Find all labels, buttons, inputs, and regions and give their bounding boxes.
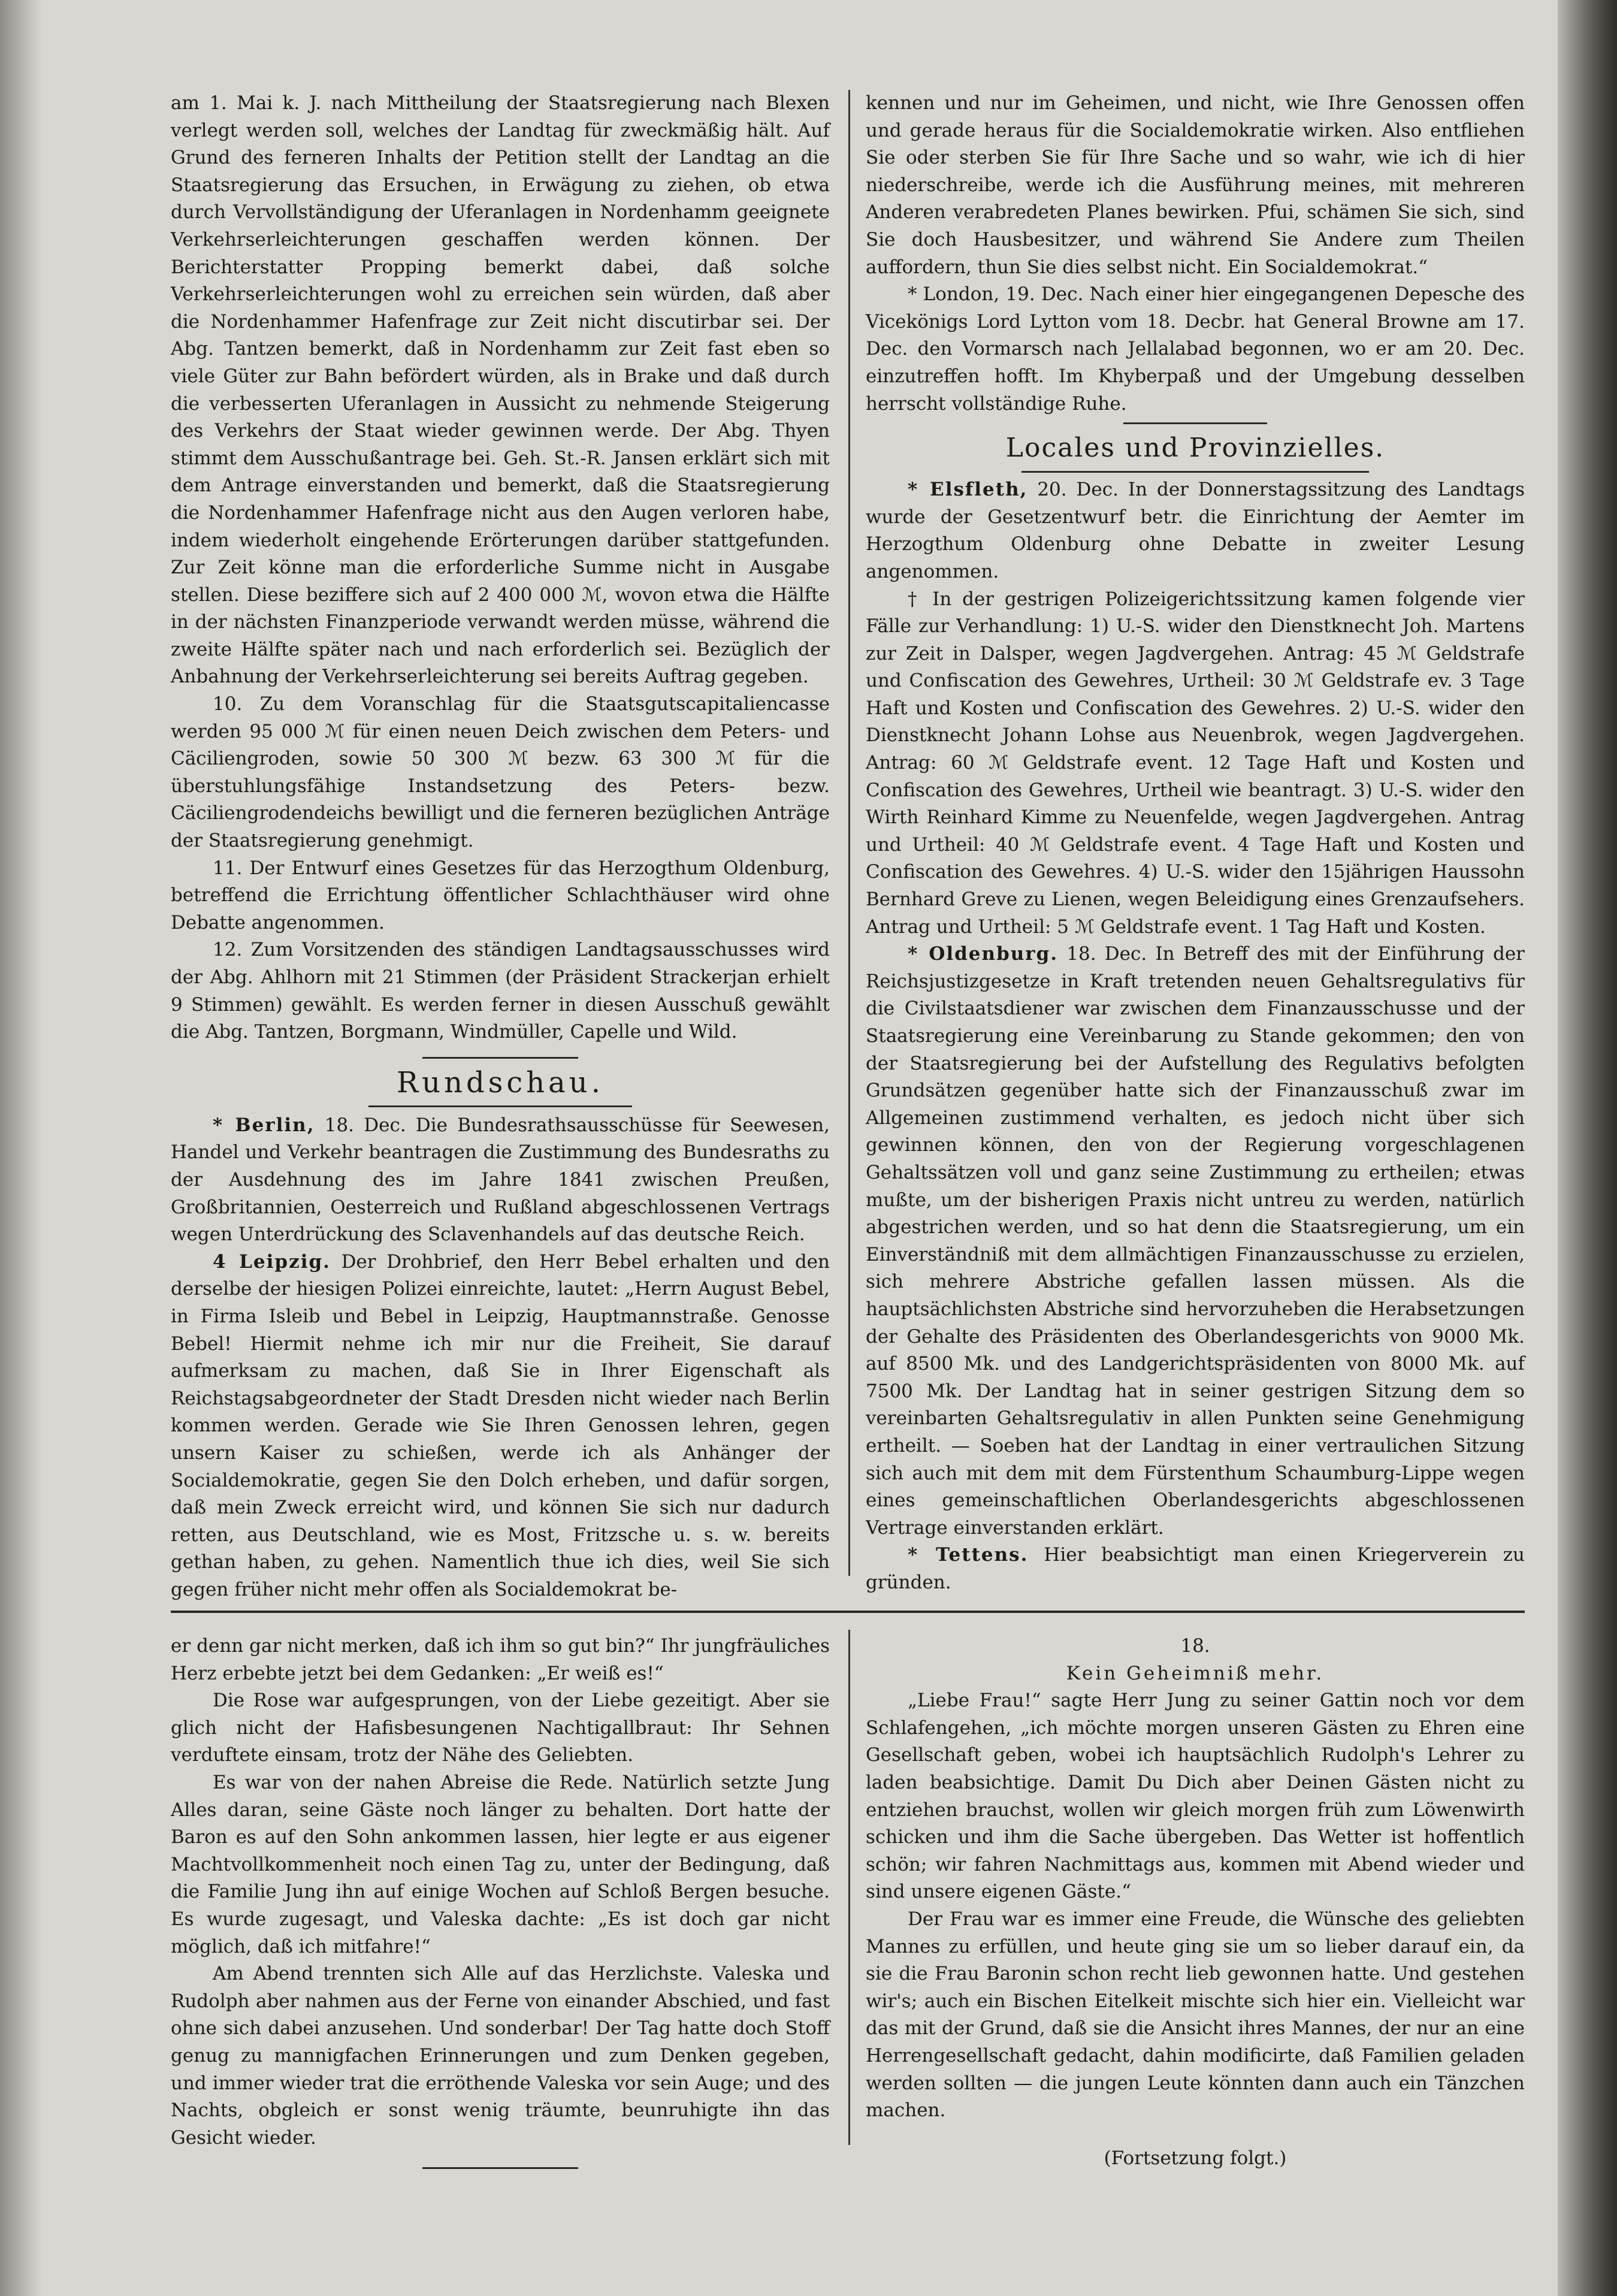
locales-heading: Locales und Provinzielles.	[1005, 433, 1385, 464]
section-divider-right	[1123, 422, 1267, 424]
page-edge	[1558, 0, 1617, 2296]
news-berlin	[171, 1112, 830, 1249]
column-top-left	[171, 90, 830, 1600]
feuilleton-separator	[171, 1611, 1525, 1613]
landtag-item-11: 11. Der Entwurf eines Gesetzes für das Herzogthum Oldenburg, betreffend die Errichtung öffentlicher Schlachthäuser wird ohne Debatte angenommen.	[171, 857, 830, 933]
feuilleton-left-p1: er denn gar nicht merken, daß ich ihm so gut bin?“ Ihr jungfräuliches Herz erbebte jetzt bei dem Gedanken: „Er weiß es!“	[171, 1635, 830, 1684]
news-elsfleth-text: 20. Dec. In der Donnerstagssitzung des Landtags wurde der Gesetzentwurf betr. die Einrichtung der Aemter im Herzogthum Oldenburg ohne Debatte in zweiter Lesung angenommen.	[866, 479, 1525, 582]
column-divider-bottom	[848, 1630, 850, 2145]
landtag-report-paragraph: am 1. Mai k. J. nach Mittheilung der Staatsregierung nach Blexen verlegt werden soll, welches der Landtag für zweckmäßig hält. Auf Grund des ferneren Inhalts der Petition stellt der Landtag an die Staatsregierung das Ersuchen, in Erwägung zu ziehen, ob etwa durch Vervollständigung der Uferanlagen in Nordenhamm geeignete Verkehrserleichterungen geschaffen werden können. Der Berichterstatter Propping bemerkt dabei, daß solche Verkehrserleichterungen wohl zu erreichen sein würden, daß aber die Nordenhammer Hafenfrage zur Zeit nicht discutirbar sei. Der Abg. Tantzen bemerkt, daß in Nordenhamm zur Zeit fast eben so viele Güter zur Bahn befördert würden, als in Brake und daß durch die verbesserten Uferanlagen in Aussicht zu nehmende Steigerung des Verkehrs der Staat wieder gewinnen werde. Der Abg. Thyen stimmt dem Ausschußantrage bei. Geh. St.-R. Jansen erklärt sich mit dem Antrage einverstanden und bemerkt, daß die Staatsregierung die Nordenhammer Hafenfrage nicht aus den Augen verloren habe, indem wiederholt eingehende Erörterungen darüber stattgefunden. Zur Zeit könne man die erforderliche Summe nicht in Ausgabe stellen. Diese beziffere sich auf 2 400 000 ℳ, wovon etwa die Hälfte in der nächsten Finanzperiode verwandt werden müsse, während die zweite Hälfte später nach und nach erforderlich sei. Bezüglich der Anbahnung der Verkehrserleichterung sei bereits Auftrag gegeben.	[171, 92, 830, 688]
chapter-title: Kein Geheimniß mehr.	[1066, 1662, 1325, 1684]
continuation-note: (Fortsetzung folgt.)	[1104, 2147, 1287, 2169]
feuilleton-right-p2: Der Frau war es immer eine Freude, die Wünsche des geliebten Mannes zu erfüllen, und heute ging sie um so lieber darauf ein, da sie die Frau Baronin schon recht lieb gewonnen hatte. Und gestehen wir's; auch ein Bischen Eitelkeit mischte sich hier ein. Vielleicht war das mit der Grund, daß sie die Ansicht ihres Mannes, der nur an eine Herrengesellschaft gedacht, dahin modificirte, daß Familien geladen werden sollten — die jungen Leute könnten dann auch ein Tänzchen machen.	[866, 1908, 1525, 2122]
landtag-item-10: 10. Zu dem Voranschlag für die Staatsgutscapitaliencasse werden 95 000 ℳ für einen neuen Deich zwischen dem Peters- und Cäciliengroden, sowie 50 300 ℳ bezw. 63 300 ℳ für die überstuhlungsfähige Instandsetzung des Peters- bezw. Cäciliengrodendeichs bewilligt und die ferneren bezüglichen Anträge der Staatsregierung genehmigt.	[171, 693, 830, 852]
section-divider	[422, 1057, 578, 1059]
rundschau-heading: Rundschau.	[397, 1065, 604, 1099]
dateline-leipzig: 4 Leipzig.	[213, 1250, 331, 1273]
binding-shadow	[0, 0, 42, 2296]
rundschau-heading-underline	[368, 1105, 632, 1107]
news-london: * London, 19. Dec. Nach einer hier eingegangenen Depesche des Vicekönigs Lord Lytton vom 18. Decbr. hat General Browne am 17. Dec. den Vormarsch nach Jellalabad begonnen, wo er am 20. Dec. einzutreffen hofft. Im Khyberpaß und der Umgebung desselben herrscht vollständige Ruhe.	[866, 283, 1525, 415]
chapter-number: 18.	[1180, 1635, 1210, 1657]
news-leipzig-text: Der Drohbrief, den Herr Bebel erhalten und den derselbe der hiesigen Polizei einreichte, lautet: „Herrn August Bebel, in Firma Isleib und Bebel in Leipzig, Hauptmannstraße. Genosse Bebel! Hiermit nehme ich mir nur die Freiheit, Sie darauf aufmerksam zu machen, daß Sie in Ihrer Eigenschaft als Reichstagsabgeordneter der Stadt Dresden nicht wieder nach Berlin kommen werden. Gerade wie Sie Ihren Genossen lehren, gegen unsern Kaiser zu schießen, werde ich als Anhänger der Socialdemokratie, gegen Sie den Dolch erheben, und dafür sorgen, daß mein Zweck erreicht wird, und können Sie sich nur dadurch retten, aus Deutschland, wie es Most, Fritzsche u. s. w. bereits gethan haben, zu gehen. Namentlich thue ich dies, weil Sie sich gegen früher nicht mehr offen als Socialdemokrat be-	[171, 1250, 830, 1600]
news-polizeigericht: † In der gestrigen Polizeigerichtssitzung kamen folgende vier Fälle zur Verhandlung: 1) U.-S. wider den Dienstknecht Joh. Martens zur Zeit in Dalsper, wegen Jagdvergehen. Antrag: 45 ℳ Geldstrafe und Confiscation des Gewehres, Urtheil: 30 ℳ Geldstrafe ev. 3 Tage Haft und Kosten und Confiscation des Gewehres. 2) U.-S. wider den Dienstknecht Johann Lohse aus Neuenbrok, wegen Jagdvergehen. Antrag: 60 ℳ Geldstrafe event. 12 Tage Haft und Kosten und Confiscation des Gewehres, Urtheil wie beantragt. 3) U.-S. wider den Wirth Reinhard Kimme zu Neuenfelde, wegen Jagdvergehen. Antrag und Urtheil: 40 ℳ Geldstrafe event. 4 Tage Haft und Kosten und Confiscation des Gewehres. 4) U.-S. wider den 15jährigen Haussohn Bernhard Greve zu Lienen, wegen Beleidigung eines Grenzaufsehers. Antrag und Urtheil: 5 ℳ Geldstrafe event. 1 Tag Haft und Kosten.	[866, 588, 1525, 938]
feuilleton-column-right	[866, 1633, 1525, 2169]
dateline-berlin: * Berlin,	[213, 1114, 315, 1136]
landtag-item-12: 12. Zum Vorsitzenden des ständigen Landtagsausschusses wird der Abg. Ahlhorn mit 21 Stimmen (der Präsident Strackerjan erhielt 9 Stimmen) gewählt. Es werden ferner in diesen Ausschuß gewählt die Abg. Tantzen, Borgmann, Windmüller, Capelle und Wild.	[171, 939, 830, 1043]
feuilleton-left-p3: Es war von der nahen Abreise die Rede. Natürlich setzte Jung Alles daran, seine Gäste noch länger zu behalten. Dort hatte der Baron es auf den Sohn ankommen lassen, hier legte er aus eigener Machtvollkommenheit noch einen Tag zu, unter der Bedingung, daß die Familie Jung ihn auf einige Wochen auf Schloß Bergen besuche. Es wurde zugesagt, und Valeska dachte: „Es ist doch gar nicht möglich, daß ich mitfahre!“	[171, 1771, 830, 1957]
news-elsfleth	[866, 476, 1525, 585]
news-tettens-text: Hier beabsichtigt man einen Kriegerverein zu gründen.	[866, 1544, 1525, 1593]
news-oldenburg	[866, 941, 1525, 1542]
dateline-tettens: * Tettens.	[908, 1544, 1029, 1566]
feuilleton-right-p1: „Liebe Frau!“ sagte Herr Jung zu seiner Gattin noch vor dem Schlafengehen, „ich möchte morgen unseren Gästen zu Ehren eine Gesellschaft geben, wobei ich hauptsächlich Rudolph's Lehrer zu laden beabsichtige. Damit Du Dich aber Deinen Gästen nicht zu entziehen brauchst, wollen wir gleich morgen früh zum Löwenwirth schicken und ihm die Sache übergeben. Das Wetter ist hoffentlich schön; wir fahren Nachmittags aus, kommen mit Abend wieder und sind unsere eigenen Gäste.“	[866, 1690, 1525, 1903]
feuilleton-left-p2: Die Rose war aufgesprungen, von der Liebe gezeitigt. Aber sie glich nicht der Hafisbesungenen Nachtigallbraut: Ihr Sehnen verduftete einsam, trotz der Nähe des Geliebten.	[171, 1690, 830, 1766]
feuilleton-left-p4: Am Abend trennten sich Alle auf das Herzlichste. Valeska und Rudolph aber nahmen aus der Ferne von einander Abschied, und fast ohne sich dabei anzusehen. Und sonderbar! Der Tag hatte doch Stoff genug zu mannigfachen Erinnerungen und zum Denken gegeben, und immer wieder trat die erröthende Valeska vor sein Auge; und des Nachts, obgleich er sonst wenig träumte, beunruhigte ihn das Gesicht wieder.	[171, 1963, 830, 2149]
news-tettens	[866, 1542, 1525, 1596]
dateline-elsfleth: * Elsfleth,	[908, 479, 1028, 501]
feuilleton-left-end-rule	[422, 2167, 578, 2169]
news-leipzig	[171, 1249, 830, 1604]
dateline-oldenburg: * Oldenburg.	[908, 943, 1059, 965]
threat-letter-continued: kennen und nur im Geheimen, und nicht, wie Ihre Genossen offen und gerade heraus für die Socialdemokratie wirken. Also entfliehen Sie oder sterben Sie für Ihre Sache und so wahr, wie ich di hier niederschreibe, werde ich die Ausführung meines, mit mehreren Anderen verabredeten Planes bewirken. Pfui, schämen Sie sich, sind Sie doch Hausbesitzer, und während Sie Andere zum Theilen auffordern, thun Sie dies selbst nicht. Ein Socialdemokrat.“	[866, 92, 1525, 278]
locales-heading-underline	[1021, 471, 1369, 473]
news-oldenburg-text: 18. Dec. In Betreff des mit der Einführung der Reichsjustizgesetze in Kraft tretenden neuen Gehaltsregulativs für die Civilstaatsdiener war zwischen dem Finanzausschusse und der Staatsregierung eine Vereinbarung zu Stande gekommen; den von der Staatsregierung bei der Aufstellung des Regulativs befolgten Grundsätzen gegenüber hatte sich der Finanzausschuß zwar im Allgemeinen zustimmend verhalten, es jedoch nicht über sich gewinnen können, den von der Regierung vorgeschlagenen Gehaltssätzen voll und ganz seine Zustimmung zu ertheilen; etwas mußte, um der bisherigen Praxis nicht untreu zu werden, natürlich abgestrichen werden, und so hat denn die Staatsregierung, um ein Einverständniß mit dem allmächtigen Finanzausschusse zu erzielen, sich mehrere Abstriche gefallen lassen müssen. Als die hauptsächlichsten Abstriche sind hervorzuheben die Herabsetzungen der Gehalte des Präsidenten des Oberlandesgerichts von 9000 Mk. auf 8500 Mk. und des Landgerichtspräsidenten von 8000 Mk. auf 7500 Mk. Der Landtag hat in seiner gestrigen Sitzung dem so vereinbarten Gehaltsregulativ in allen Punkten seine Genehmigung ertheilt. — Soeben hat der Landtag in einer vertraulichen Sitzung sich auch mit dem mit dem Fürstenthum Schaumburg-Lippe wegen eines gemeinschaftlichen Oberlandesgerichts abgeschlossenen Vertrage einverstanden erklärt.	[866, 943, 1525, 1539]
column-top-right	[866, 90, 1525, 1593]
column-divider-top	[848, 90, 850, 1576]
feuilleton-column-left	[171, 1633, 830, 2149]
news-berlin-text: 18. Dec. Die Bundesrathsausschüsse für Seewesen, Handel und Verkehr beantragen die Zustimmung des Bundesraths zu der Ausdehnung des im Jahre 1841 zwischen Preußen, Großbritannien, Oesterreich und Rußland abgeschlossenen Vertrags wegen Unterdrückung des Sclavenhandels auf das deutsche Reich.	[171, 1114, 830, 1246]
